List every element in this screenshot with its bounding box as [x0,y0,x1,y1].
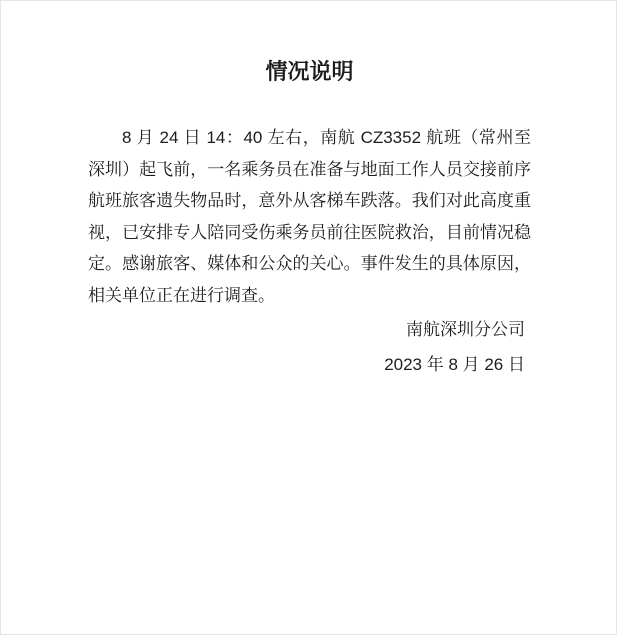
signature-block [88,314,531,380]
signature-organization: 南航深圳分公司 [406,320,525,339]
signature-date: 2023 年 8 月 26 日 [384,354,525,374]
document-content [1,1,616,380]
statement-paragraph: 8 月 24 日 14：40 左右，南航 CZ3352 航班（常州至深圳）起飞前，一名乘务员在准备与地面工作人员交接前序航班旅客遗失物品时，意外从客梯车跌落。我们对此高度重视，已安排专人陪同受伤乘务员前往医院救治，目前情况稳定。感谢旅客、媒体和公众的关心。事件发生的具体原因，相关单位正在进行调查。 [88,128,531,305]
document-title: 情况说明 [265,59,354,84]
